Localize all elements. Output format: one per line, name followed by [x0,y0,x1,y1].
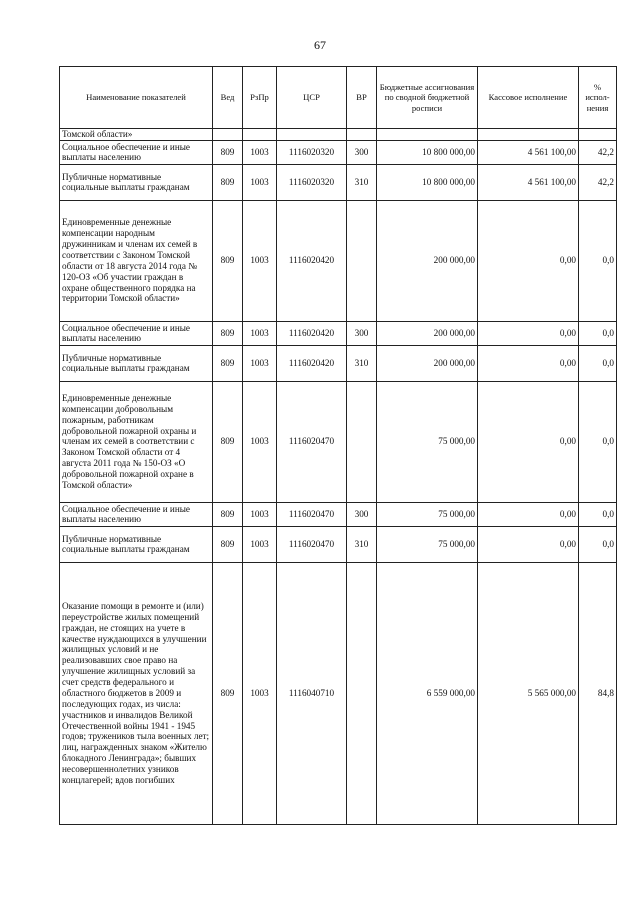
cell-rzpr: 1003 [243,200,277,321]
cell-rzpr [243,129,277,141]
cell-ved: 809 [213,321,243,345]
table-row [60,381,617,502]
cell-vr: 300 [347,321,377,345]
header-budget: Бюджетные ассигнования по сводной бюджетной росписи [377,67,478,129]
cell-cash: 0,00 [478,321,579,345]
cell-budget: 75 000,00 [377,502,478,526]
cell-pct: 42,2 [579,140,617,164]
cell-rzpr: 1003 [243,345,277,381]
cell-csr: 1116020420 [277,345,347,381]
cell-budget: 10 800 000,00 [377,164,478,200]
cell-pct: 0,0 [579,321,617,345]
cell-vr [347,129,377,141]
cell-csr: 1116020420 [277,200,347,321]
cell-rzpr: 1003 [243,381,277,502]
cell-csr: 1116020470 [277,526,347,562]
cell-csr: 1116020470 [277,502,347,526]
cell-cash: 5 565 000,00 [478,562,579,824]
cell-pct: 0,0 [579,200,617,321]
cell-rzpr: 1003 [243,526,277,562]
cell-csr: 1116020420 [277,321,347,345]
cell-budget: 10 800 000,00 [377,140,478,164]
cell-budget: 75 000,00 [377,526,478,562]
cell-pct [579,129,617,141]
cell-cash: 0,00 [478,526,579,562]
cell-cash [478,129,579,141]
cell-name: Социальное обеспечение и иные выплаты населению [60,140,213,164]
table-row [60,345,617,381]
cell-pct: 42,2 [579,164,617,200]
cell-csr: 1116020320 [277,140,347,164]
cell-name: Социальное обеспечение и иные выплаты населению [60,321,213,345]
cell-cash: 0,00 [478,502,579,526]
cell-ved: 809 [213,526,243,562]
cell-ved [213,129,243,141]
header-vr: ВР [347,67,377,129]
table-row [60,164,617,200]
cell-vr: 310 [347,526,377,562]
cell-pct: 0,0 [579,526,617,562]
table-row [60,526,617,562]
cell-name: Единовременные денежные компенсации добровольным пожарным, работникам добровольной пожарной охраны и членам их семей в соответствии с Законом Томской области от 4 августа 2011 года № 150-ОЗ «О добровольной пожарной охране в Томской области» [60,381,213,502]
table-header-row [60,67,617,129]
cell-vr: 300 [347,502,377,526]
cell-budget: 200 000,00 [377,200,478,321]
cell-csr [277,129,347,141]
budget-execution-table [59,66,617,825]
cell-ved: 809 [213,345,243,381]
cell-ved: 809 [213,140,243,164]
cell-pct: 0,0 [579,381,617,502]
cell-cash: 0,00 [478,345,579,381]
header-cash: Кассовое исполнение [478,67,579,129]
header-rzpr: РзПр [243,67,277,129]
cell-cash: 0,00 [478,381,579,502]
table-row [60,321,617,345]
header-name: Наименование показателей [60,67,213,129]
cell-budget: 200 000,00 [377,345,478,381]
cell-ved: 809 [213,562,243,824]
cell-vr: 310 [347,164,377,200]
cell-vr: 300 [347,140,377,164]
cell-budget: 75 000,00 [377,381,478,502]
table-row [60,562,617,824]
cell-name: Томской области» [60,129,213,141]
cell-name: Публичные нормативные социальные выплаты гражданам [60,164,213,200]
table-row [60,129,617,141]
cell-csr: 1116020470 [277,381,347,502]
page-number: 67 [314,38,326,52]
cell-vr: 310 [347,345,377,381]
cell-name: Единовременные денежные компенсации народным дружинникам и членам их семей в соответствии с Законом Томской области от 18 августа 2014 года № 120-ОЗ «Об участии граждан в охране общественного порядка на территории Томской области» [60,200,213,321]
cell-name: Публичные нормативные социальные выплаты гражданам [60,345,213,381]
header-ved: Вед [213,67,243,129]
cell-budget: 6 559 000,00 [377,562,478,824]
table-row [60,140,617,164]
cell-pct: 0,0 [579,502,617,526]
cell-rzpr: 1003 [243,321,277,345]
cell-vr [347,381,377,502]
cell-vr [347,200,377,321]
cell-rzpr: 1003 [243,502,277,526]
cell-cash: 0,00 [478,200,579,321]
cell-rzpr: 1003 [243,140,277,164]
cell-ved: 809 [213,164,243,200]
cell-name: Оказание помощи в ремонте и (или) переустройстве жилых помещений граждан, не стоящих на учете в качестве нуждающихся в улучшении жилищных условий и не реализовавших свое право на улучшение жилищных условий за счет средств федерального и областного бюджетов в 2009 и последующих годах, из числа: участников и инвалидов Великой Отечественной войны 1941 - 1945 годов; тружеников тыла военных лет; лиц, награжденных знаком «Жителю блокадного Ленинграда»; бывших несовершеннолетних узников концлагерей; вдов погибших [60,562,213,824]
cell-budget [377,129,478,141]
cell-cash: 4 561 100,00 [478,140,579,164]
cell-ved: 809 [213,502,243,526]
cell-csr: 1116020320 [277,164,347,200]
cell-budget: 200 000,00 [377,321,478,345]
header-pct: % испол-нения [579,67,617,129]
cell-ved: 809 [213,200,243,321]
cell-rzpr: 1003 [243,562,277,824]
cell-vr [347,562,377,824]
cell-pct: 84,8 [579,562,617,824]
header-csr: ЦСР [277,67,347,129]
table-row [60,200,617,321]
table-row [60,502,617,526]
cell-rzpr: 1003 [243,164,277,200]
cell-cash: 4 561 100,00 [478,164,579,200]
cell-name: Публичные нормативные социальные выплаты гражданам [60,526,213,562]
cell-ved: 809 [213,381,243,502]
cell-csr: 1116040710 [277,562,347,824]
cell-name: Социальное обеспечение и иные выплаты населению [60,502,213,526]
cell-pct: 0,0 [579,345,617,381]
